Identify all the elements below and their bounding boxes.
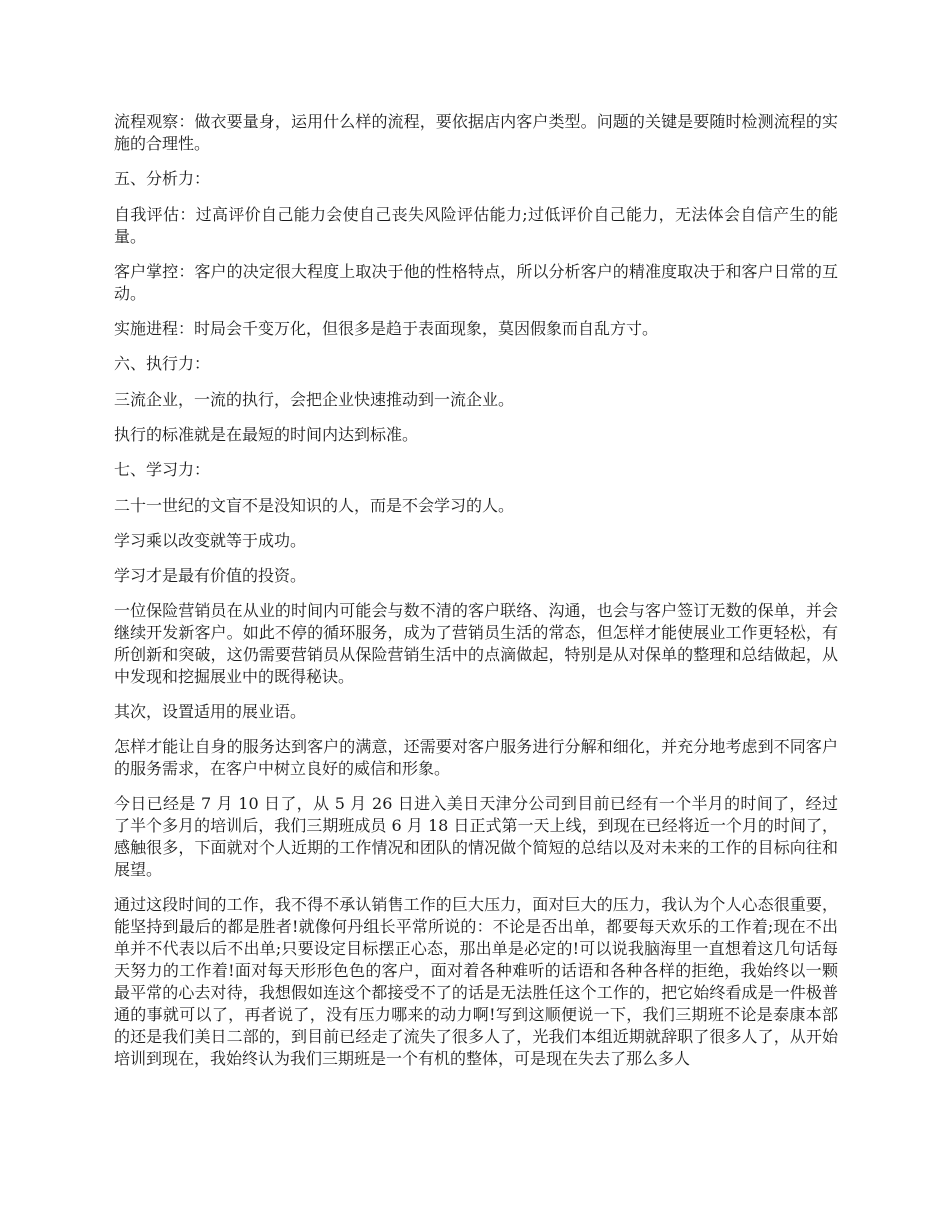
paragraph-process-observation: 流程观察：做衣要量身，运用什么样的流程，要依据店内客户类型。问题的关键是要随时检测流程的实施的合理性。	[114, 112, 838, 153]
paragraph-secondly: 其次，设置适用的展业语。	[114, 702, 307, 721]
paragraph-execution-enterprise: 三流企业，一流的执行，会把企业快速推动到一流企业。	[114, 390, 515, 409]
heading-execution: 六、执行力：	[114, 354, 211, 373]
paragraph-insurance-agent: 一位保险营销员在从业的时间内可能会与数不清的客户联络、沟通，也会与客户签订无数的保单，并会继续开发新客户。如此不停的循环服务，成为了营销员生活的常态，但怎样才能使展业工作更轻松，有所创新和突破，这仍需要营销员从保险营销生活中的点滴做起，特别是从对保单的整理和总结做起，从中发现和挖掘展业中的既得秘诀。	[114, 601, 838, 686]
document-body	[114, 111, 838, 1083]
paragraph-work-pressure: 通过这段时间的工作，我不得不承认销售工作的巨大压力，面对巨大的压力，我认为个人心态很重要，能坚持到最后的都是胜者!就像何丹组长平常所说的：不论是否出单，都要每天欢乐的工作着;现在不出单并不代表以后不出单;只要设定目标摆正心态，那出单是必定的!可以说我脑海里一直想着这几句话每天努力的工作着!面对每天形形色色的客户，面对着各种难听的话语和各种各样的拒绝，我始终以一颗最平常的心去对待，我想假如连这个都接受不了的话是无法胜任这个工作的，把它始终看成是一件极普通的事就可以了，再者说了，没有压力哪来的动力啊!写到这顺便说一下，我们三期班不论是泰康本部的还是我们美日二部的，到目前已经走了流失了很多人了，光我们本组近期就辞职了很多人了，从开始培训到现在，我始终认为我们三期班是一个有机的整体，可是现在失去了那么多人	[114, 895, 838, 1068]
paragraph-self-assessment: 自我评估：过高评价自己能力会使自己丧失风险评估能力;过低评价自己能力，无法体会自信产生的能量。	[114, 205, 838, 246]
paragraph-customer-service: 怎样才能让自身的服务达到客户的满意，还需要对客户服务进行分解和细化，并充分地考虑到不同客户的服务需求，在客户中树立良好的威信和形象。	[114, 737, 838, 778]
paragraph-learning-investment: 学习才是最有价值的投资。	[114, 566, 307, 585]
paragraph-illiteracy: 二十一世纪的文盲不是没知识的人，而是不会学习的人。	[114, 496, 515, 515]
heading-analysis: 五、分析力：	[114, 169, 211, 188]
paragraph-execution-standard: 执行的标准就是在最短的时间内达到标准。	[114, 425, 419, 444]
paragraph-work-summary: 今日已经是 7 月 10 日了，从 5 月 26 日进入美日天津分公司到目前已经有一个半月的时间了，经过了半个多月的培训后，我们三期班成员 6 月 18 日正式第一天上线，到现在已经将近一个月的时间了，感触很多，下面就对个人近期的工作情况和团队的情况做个简短的总结以及对未来的工作的目标向往和展望。	[114, 794, 838, 879]
heading-learning: 七、学习力：	[114, 460, 211, 479]
paragraph-implementation: 实施进程：时局会千变万化，但很多是趋于表面现象，莫因假象而自乱方寸。	[114, 319, 659, 338]
paragraph-customer-control: 客户掌控：客户的决定很大程度上取决于他的性格特点，所以分析客户的精准度取决于和客户日常的互动。	[114, 262, 838, 303]
paragraph-learning-change: 学习乘以改变就等于成功。	[114, 531, 307, 550]
